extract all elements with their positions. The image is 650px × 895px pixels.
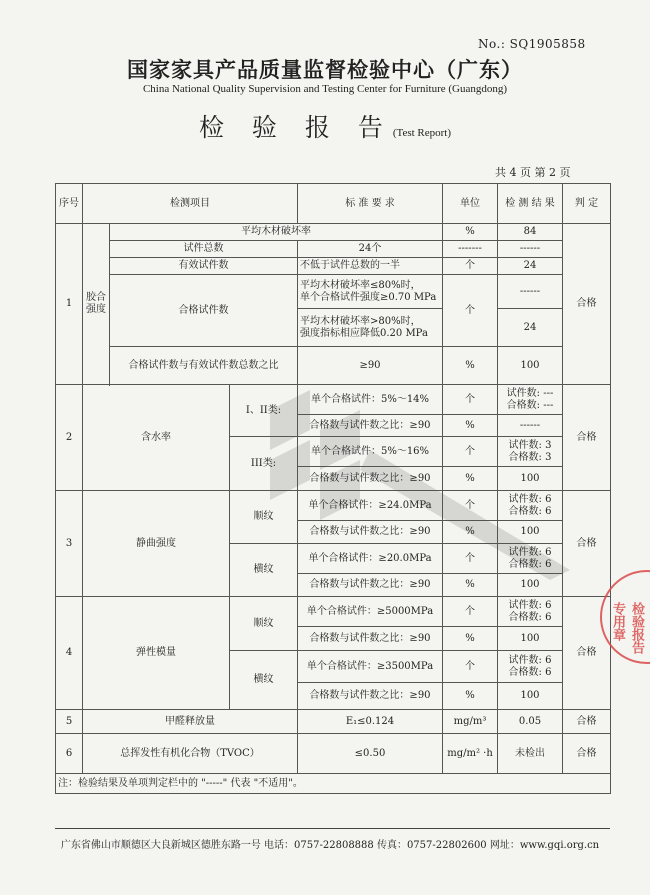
standard-cell: 24个 [298,241,443,258]
title-chinese: 国家家具产品质量监督检验中心（广东） [127,57,523,82]
item-cell: 静曲强度 [83,491,230,597]
result-cell: ------ [498,415,563,437]
standard-cell [298,309,443,347]
unit-cell: % [443,224,498,241]
standard-cell [298,275,443,309]
result-line: 试件数: --- [506,387,554,399]
standard-cell: ≤0.50 [298,734,443,774]
unit-cell: 个 [443,491,498,521]
unit-cell: 个 [443,651,498,683]
standard-cell: 合格数与试件数之比：≥90 [298,415,443,437]
verdict-cell: 合格 [563,597,611,710]
standard-cell: 合格数与试件数之比：≥90 [298,467,443,491]
item-cell: 合格试件数与有效试件数总数之比 [110,347,298,385]
result-cell: 100 [498,683,563,710]
page-info: 共 4 页 第 2 页 [495,166,571,179]
result-cell: 100 [498,521,563,544]
col-verdict: 判 定 [563,184,611,224]
item-cell: 试件总数 [110,241,298,258]
standard-cell: 不低于试件总数的一半 [298,258,443,275]
result-cell: ------ [498,241,563,258]
result-line: 合格数: 3 [508,451,552,463]
report-title-en: (Test Report) [392,127,452,139]
table-row [56,597,611,627]
verdict-cell: 合格 [563,734,611,774]
report-title [0,108,650,144]
category-cell: III类: [230,437,298,491]
item-cell: 合格试件数 [110,275,298,347]
results-table [55,183,611,794]
verdict-cell: 合格 [563,224,611,385]
standard-line: 平均木材破坏率>80%时， [300,315,421,327]
table-row [56,385,611,415]
unit-cell: 个 [443,275,498,347]
direction-cell: 顺纹 [230,491,298,544]
item-cell: 有效试件数 [110,258,298,275]
unit-cell: 个 [443,385,498,415]
result-line: 试件数: 3 [508,439,552,451]
table-row [56,275,611,309]
unit-cell: % [443,467,498,491]
result-cell: 100 [498,467,563,491]
result-cell: 0.05 [498,710,563,734]
result-cell: 100 [498,574,563,597]
result-cell: 100 [498,347,563,385]
unit-cell: 个 [443,437,498,467]
unit-cell: 个 [443,258,498,275]
seq-cell: 1 [56,224,83,385]
group-cell: 胶合强度 [83,224,110,385]
standard-line: 强度指标相应降低0.20 MPa [300,327,428,339]
standard-cell: ≥90 [298,347,443,385]
verdict-cell: 合格 [563,491,611,597]
unit-cell: ------- [443,241,498,258]
item-cell: 含水率 [83,385,230,491]
result-cell [498,597,563,627]
unit-cell: 个 [443,597,498,627]
result-line: 合格数: 6 [508,505,552,517]
note-row [56,774,611,794]
direction-cell: 横纹 [230,651,298,710]
col-unit: 单位 [443,184,498,224]
table-row [56,491,611,521]
seq-cell: 3 [56,491,83,597]
item-cell: 甲醛释放量 [83,710,298,734]
footer-contact: 广东省佛山市顺德区大良新城区德胜东路一号 电话：0757-22808888 传真：0757-22802600 网址：www.gqi.org.cn [60,840,600,851]
table-row [56,258,611,275]
standard-cell: 单个合格试件：≥24.0MPa [298,491,443,521]
table-row [56,710,611,734]
result-line: 试件数: 6 [508,599,552,611]
result-cell: 未检出 [498,734,563,774]
result-cell: 24 [498,258,563,275]
standard-cell: 合格数与试件数之比：≥90 [298,574,443,597]
standard-cell: 单个合格试件：≥20.0MPa [298,544,443,574]
standard-cell: 单个合格试件：≥3500MPa [298,651,443,683]
standard-cell: 单个合格试件：≥5000MPa [298,597,443,627]
report-title-cn: 检 验 报 告 [198,113,393,142]
table-row [56,241,611,258]
result-cell: 100 [498,627,563,651]
result-line: 合格数: --- [506,399,554,411]
item-cell: 平均木材破坏率 [110,224,443,241]
unit-cell: % [443,347,498,385]
standard-line: 单个合格试件强度≥0.70 MPa [300,291,437,303]
title-english: China National Quality Supervision and Testing Center for Furniture (Guangdong) [142,83,508,95]
col-result: 检 测 结 果 [498,184,563,224]
stamp-text: 检验报告专用章 [610,602,644,654]
verdict-cell: 合格 [563,710,611,734]
col-item: 检测项目 [83,184,298,224]
standard-cell: 合格数与试件数之比：≥90 [298,627,443,651]
table-header-row [56,184,611,224]
verdict-cell: 合格 [563,385,611,491]
result-cell [498,544,563,574]
standard-cell: 合格数与试件数之比：≥90 [298,683,443,710]
result-line: 试件数: 6 [508,654,552,666]
footer-divider [55,828,610,829]
seq-cell: 4 [56,597,83,710]
result-line: 合格数: 6 [508,558,552,570]
item-cell: 弹性模量 [83,597,230,710]
table-row [56,347,611,385]
result-line: 合格数: 6 [508,611,552,623]
seq-cell: 2 [56,385,83,491]
note-cell: 注：检验结果及单项判定栏中的 "-----" 代表 "不适用"。 [56,774,611,794]
unit-cell: % [443,627,498,651]
result-line: 试件数: 6 [508,546,552,558]
unit-cell: mg/m² ·h [443,734,498,774]
result-cell [498,651,563,683]
seq-cell: 6 [56,734,83,774]
standard-cell: 单个合格试件：5%～16% [298,437,443,467]
category-cell: I、II类: [230,385,298,437]
direction-cell: 横纹 [230,544,298,597]
col-standard: 标 准 要 求 [298,184,443,224]
standard-cell: E₁≤0.124 [298,710,443,734]
unit-cell: % [443,574,498,597]
table-row [56,224,611,241]
unit-cell: 个 [443,544,498,574]
table-row [56,734,611,774]
result-line: 合格数: 6 [508,666,552,678]
report-number: No.: SQ1905858 [478,37,586,51]
unit-cell: mg/m³ [443,710,498,734]
item-cell: 总挥发性有机化合物（TVOC） [83,734,298,774]
result-cell [498,385,563,415]
standard-cell: 单个合格试件：5%～14% [298,385,443,415]
result-cell: 24 [498,309,563,347]
result-cell: ------ [498,275,563,309]
col-seq: 序号 [56,184,83,224]
unit-cell: % [443,415,498,437]
result-cell: 84 [498,224,563,241]
standard-cell: 合格数与试件数之比：≥90 [298,521,443,544]
result-cell [498,437,563,467]
result-line: 试件数: 6 [508,493,552,505]
result-cell [498,491,563,521]
unit-cell: % [443,521,498,544]
direction-cell: 顺纹 [230,597,298,651]
seq-cell: 5 [56,710,83,734]
standard-line: 平均木材破坏率≤80%时， [300,279,421,291]
unit-cell: % [443,683,498,710]
